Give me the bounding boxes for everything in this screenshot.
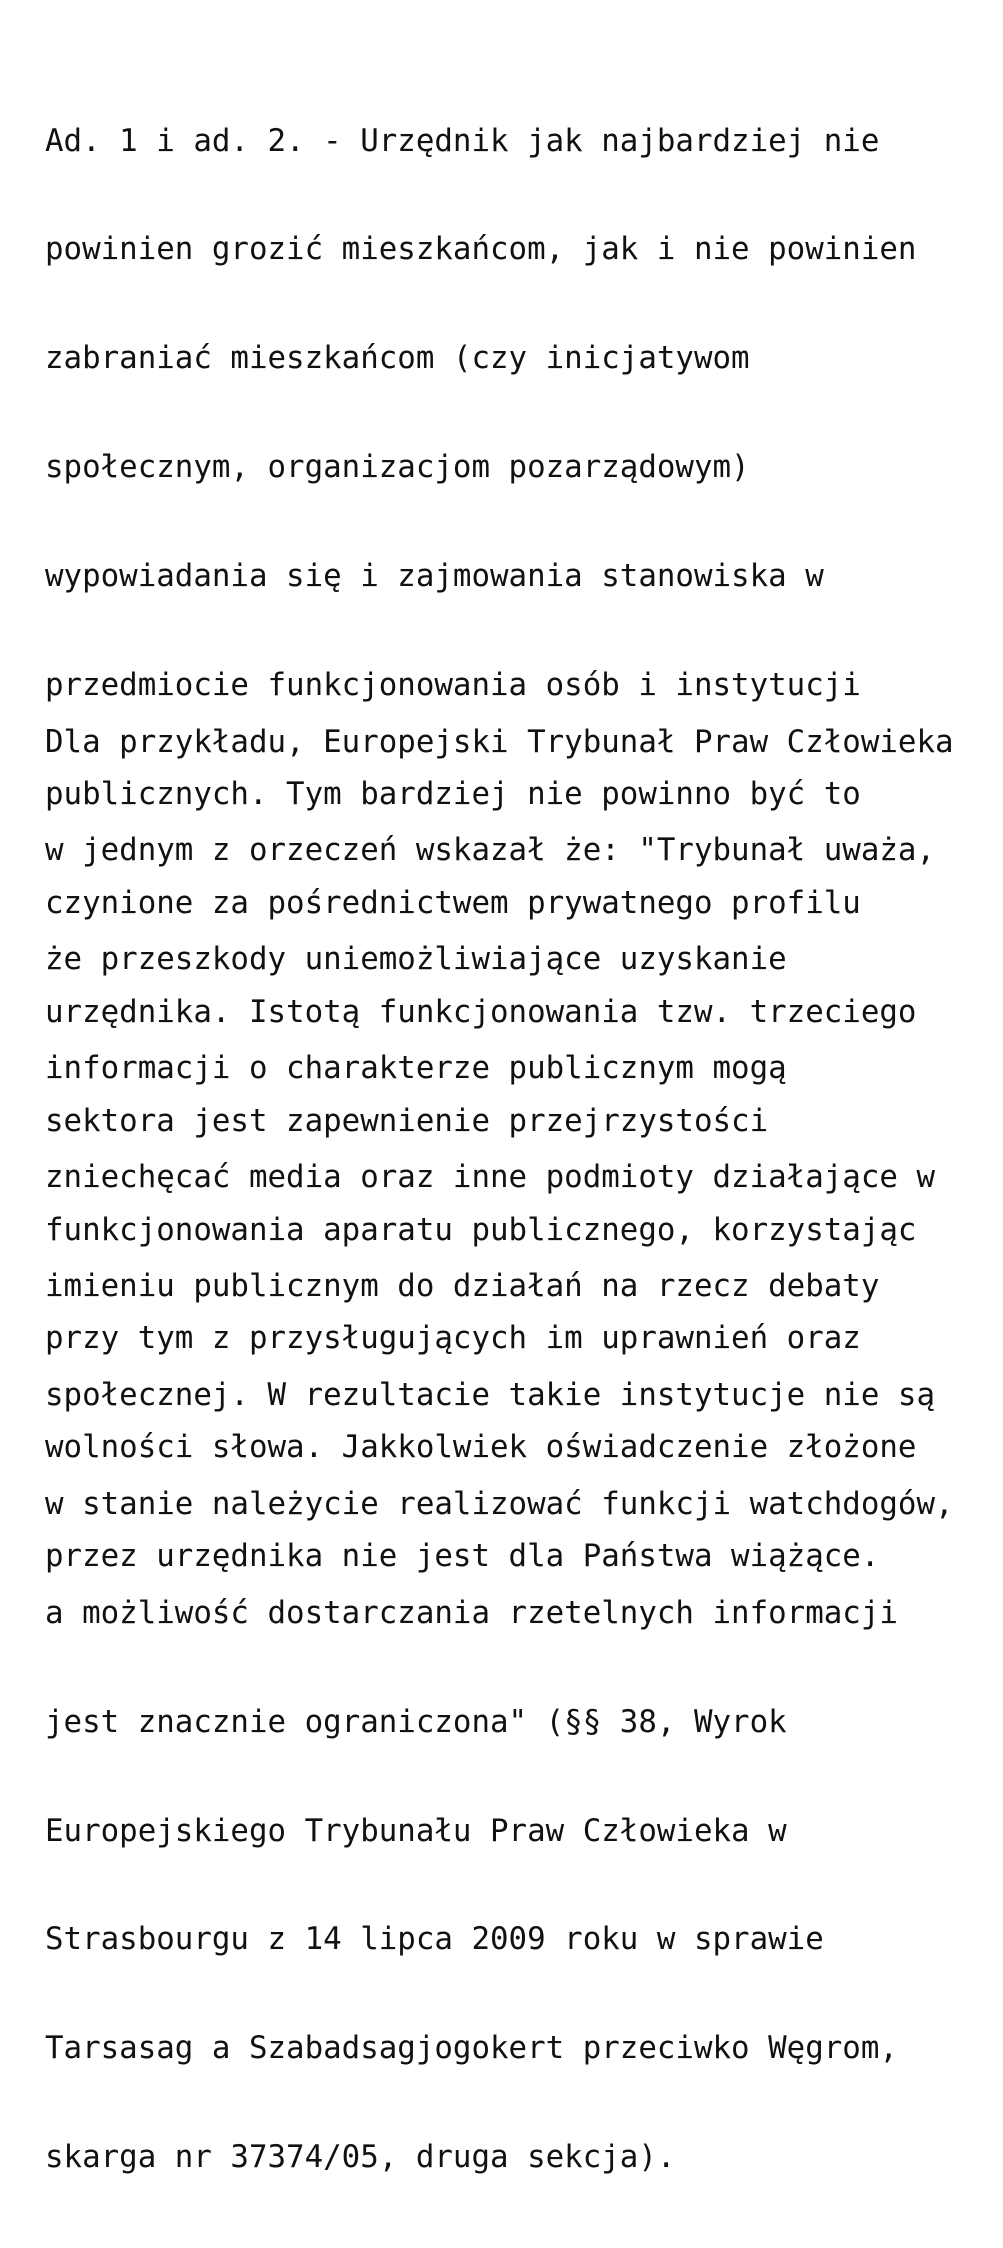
text-line: wypowiadania się i zajmowania stanowiska w	[45, 558, 824, 595]
text-line: Ad. 1 i ad. 2. - Urzędnik jak najbardziej nie	[45, 122, 880, 159]
text-line: Dla przykładu, Europejski Trybunał Praw Człowieka	[45, 723, 954, 760]
text-line: Tarsasag a Szabadsagjogokert przeciwko Węgrom,	[45, 2030, 898, 2067]
text-line: że przeszkody uniemożliwiające uzyskanie	[45, 941, 787, 978]
text-line: jest znacznie ograniczona" (§§ 38, Wyrok	[45, 1703, 787, 1740]
text-line: wolności słowa. Jakkolwiek oświadczenie złożone	[45, 1429, 917, 1466]
text-line: społecznej. W rezultacie takie instytucje nie są	[45, 1376, 935, 1413]
text-line: Europejskiego Trybunału Praw Człowieka w	[45, 1812, 787, 1849]
text-line: w jednym z orzeczeń wskazał że: "Trybunał uważa,	[45, 832, 935, 869]
text-line: w stanie należycie realizować funkcji watchdogów,	[45, 1485, 954, 1522]
text-line: czynione za pośrednictwem prywatnego profilu	[45, 884, 861, 921]
text-line: informacji o charakterze publicznym mogą	[45, 1050, 787, 1087]
text-line: skarga nr 37374/05, druga sekcja).	[45, 2139, 676, 2176]
text-line: zniechęcać media oraz inne podmioty działające w	[45, 1159, 935, 1196]
text-line: imieniu publicznym do działań na rzecz debaty	[45, 1268, 880, 1305]
text-line: powinien grozić mieszkańcom, jak i nie powinien	[45, 231, 917, 268]
text-line: Strasbourgu z 14 lipca 2009 roku w sprawie	[45, 1921, 824, 1958]
document-page	[45, 50, 995, 2176]
text-line: a możliwość dostarczania rzetelnych informacji	[45, 1594, 898, 1631]
text-line: funkcjonowania aparatu publicznego, korzystając	[45, 1211, 917, 1248]
text-line: przedmiocie funkcjonowania osób i instytucji	[45, 667, 861, 704]
text-line: sektora jest zapewnienie przejrzystości	[45, 1102, 769, 1139]
text-line: społecznym, organizacjom pozarządowym)	[45, 449, 750, 486]
text-line: urzędnika. Istotą funkcjonowania tzw. trzeciego	[45, 993, 917, 1030]
text-line: publicznych. Tym bardziej nie powinno być to	[45, 775, 861, 812]
paragraph-echr-citation	[45, 651, 954, 2248]
text-line: przy tym z przysługujących im uprawnień oraz	[45, 1320, 861, 1357]
text-line: przez urzędnika nie jest dla Państwa wiążące.	[45, 1538, 880, 1575]
text-line: zabraniać mieszkańcom (czy inicjatywom	[45, 340, 750, 377]
